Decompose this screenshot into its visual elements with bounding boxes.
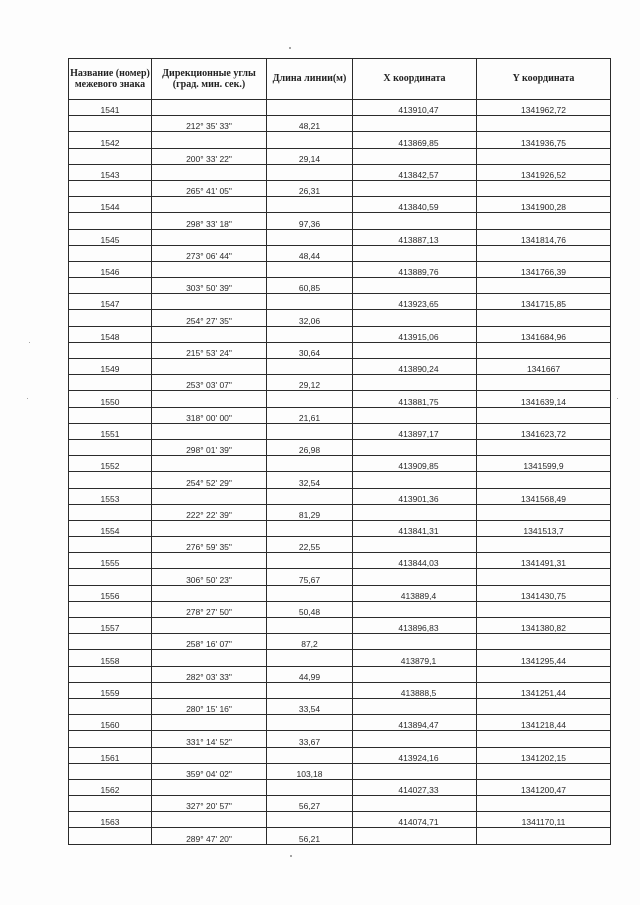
- cell-name: 1558: [69, 650, 152, 666]
- cell-x: 413896,83: [353, 618, 477, 634]
- cell-x: [353, 407, 477, 423]
- cell-y: 1341667: [477, 359, 611, 375]
- cell-y: [477, 342, 611, 358]
- cell-y: 1341814,76: [477, 229, 611, 245]
- cell-name: 1560: [69, 715, 152, 731]
- cell-angle: [152, 164, 267, 180]
- cell-name: 1552: [69, 456, 152, 472]
- cell-x: [353, 375, 477, 391]
- cell-name: [69, 828, 152, 844]
- table-row: [69, 310, 611, 326]
- cell-name: 1550: [69, 391, 152, 407]
- cell-y: 1341900,28: [477, 197, 611, 213]
- cell-name: [69, 375, 152, 391]
- table-row: [69, 180, 611, 196]
- cell-length: [267, 650, 353, 666]
- cell-y: 1341684,96: [477, 326, 611, 342]
- cell-name: 1553: [69, 488, 152, 504]
- cell-angle: 327° 20' 57": [152, 796, 267, 812]
- table-row: [69, 537, 611, 553]
- cell-angle: 222° 22' 39": [152, 504, 267, 520]
- cell-length: [267, 229, 353, 245]
- table-row: [69, 715, 611, 731]
- cell-name: [69, 796, 152, 812]
- cell-y: [477, 407, 611, 423]
- cell-length: [267, 164, 353, 180]
- cell-y: [477, 796, 611, 812]
- cell-x: 414027,33: [353, 779, 477, 795]
- table-row: [69, 197, 611, 213]
- cell-angle: 215° 53' 24": [152, 342, 267, 358]
- cell-length: [267, 261, 353, 277]
- table-row: [69, 747, 611, 763]
- cell-angle: [152, 456, 267, 472]
- cell-name: [69, 666, 152, 682]
- cell-y: [477, 375, 611, 391]
- cell-angle: [152, 488, 267, 504]
- table-row: [69, 375, 611, 391]
- cell-length: [267, 618, 353, 634]
- cell-name: [69, 245, 152, 261]
- cell-length: [267, 553, 353, 569]
- cell-x: 414074,71: [353, 812, 477, 828]
- cell-x: [353, 213, 477, 229]
- table-row: [69, 407, 611, 423]
- cell-y: 1341513,7: [477, 520, 611, 536]
- table-row: [69, 391, 611, 407]
- cell-name: 1543: [69, 164, 152, 180]
- cell-x: [353, 569, 477, 585]
- cell-angle: [152, 229, 267, 245]
- table-row: [69, 682, 611, 698]
- cell-length: [267, 423, 353, 439]
- scan-speck: [290, 855, 292, 857]
- cell-length: [267, 391, 353, 407]
- cell-name: 1541: [69, 100, 152, 116]
- cell-x: [353, 601, 477, 617]
- cell-x: 413897,17: [353, 423, 477, 439]
- cell-name: [69, 310, 152, 326]
- table-row: [69, 650, 611, 666]
- cell-angle: [152, 747, 267, 763]
- cell-y: [477, 634, 611, 650]
- cell-angle: 258° 16' 07": [152, 634, 267, 650]
- cell-angle: [152, 294, 267, 310]
- cell-x: [353, 763, 477, 779]
- table-body: [69, 100, 611, 845]
- table-row: [69, 796, 611, 812]
- cell-angle: 273° 06' 44": [152, 245, 267, 261]
- cell-x: [353, 278, 477, 294]
- cell-angle: [152, 715, 267, 731]
- cell-name: [69, 731, 152, 747]
- cell-angle: 298° 33' 18": [152, 213, 267, 229]
- cell-y: 1341623,72: [477, 423, 611, 439]
- table-row: [69, 423, 611, 439]
- cell-y: 1341202,15: [477, 747, 611, 763]
- table-row: [69, 569, 611, 585]
- cell-angle: [152, 423, 267, 439]
- cell-name: [69, 698, 152, 714]
- header-length: Длина линии(м): [267, 59, 353, 100]
- cell-name: [69, 148, 152, 164]
- cell-name: 1562: [69, 779, 152, 795]
- table-row: [69, 213, 611, 229]
- cell-x: [353, 180, 477, 196]
- cell-x: 413888,5: [353, 682, 477, 698]
- table-row: [69, 100, 611, 116]
- cell-y: [477, 504, 611, 520]
- table-header-row: [69, 59, 611, 100]
- cell-x: [353, 245, 477, 261]
- cell-x: [353, 342, 477, 358]
- cell-angle: 282° 03' 33": [152, 666, 267, 682]
- cell-length: 103,18: [267, 763, 353, 779]
- cell-x: 413879,1: [353, 650, 477, 666]
- cell-name: 1544: [69, 197, 152, 213]
- cell-angle: [152, 618, 267, 634]
- cell-y: 1341568,49: [477, 488, 611, 504]
- cell-length: [267, 779, 353, 795]
- table-row: [69, 812, 611, 828]
- header-x: X координата: [353, 59, 477, 100]
- cell-angle: 359° 04' 02": [152, 763, 267, 779]
- cell-angle: [152, 553, 267, 569]
- cell-x: 413901,36: [353, 488, 477, 504]
- cell-x: [353, 828, 477, 844]
- cell-y: [477, 698, 611, 714]
- cell-length: 33,67: [267, 731, 353, 747]
- cell-length: 33,54: [267, 698, 353, 714]
- cell-length: [267, 132, 353, 148]
- cell-y: [477, 245, 611, 261]
- table-row: [69, 278, 611, 294]
- cell-length: [267, 100, 353, 116]
- table-row: [69, 828, 611, 844]
- cell-length: [267, 682, 353, 698]
- cell-x: 413924,16: [353, 747, 477, 763]
- table-row: [69, 164, 611, 180]
- table-row: [69, 294, 611, 310]
- cell-y: 1341251,44: [477, 682, 611, 698]
- table-row: [69, 601, 611, 617]
- cell-y: 1341430,75: [477, 585, 611, 601]
- cell-length: [267, 520, 353, 536]
- table-row: [69, 456, 611, 472]
- table-row: [69, 488, 611, 504]
- table-row: [69, 116, 611, 132]
- cell-length: 50,48: [267, 601, 353, 617]
- cell-name: 1546: [69, 261, 152, 277]
- table-row: [69, 618, 611, 634]
- cell-length: [267, 812, 353, 828]
- cell-y: [477, 472, 611, 488]
- cell-angle: [152, 197, 267, 213]
- header-y: Y координата: [477, 59, 611, 100]
- cell-name: 1554: [69, 520, 152, 536]
- cell-y: 1341715,85: [477, 294, 611, 310]
- cell-angle: 318° 00' 00": [152, 407, 267, 423]
- table-row: [69, 504, 611, 520]
- cell-y: 1341170,11: [477, 812, 611, 828]
- cell-y: 1341766,39: [477, 261, 611, 277]
- table-row: [69, 520, 611, 536]
- cell-length: 26,31: [267, 180, 353, 196]
- cell-x: [353, 472, 477, 488]
- cell-x: [353, 796, 477, 812]
- scan-speck: [617, 398, 618, 399]
- cell-name: 1542: [69, 132, 152, 148]
- header-angle: Дирекционные углы (град. мин. сек.): [152, 59, 267, 100]
- cell-length: 30,64: [267, 342, 353, 358]
- cell-length: 32,06: [267, 310, 353, 326]
- cell-x: [353, 731, 477, 747]
- cell-length: 56,27: [267, 796, 353, 812]
- cell-angle: 254° 27' 35": [152, 310, 267, 326]
- cell-length: [267, 747, 353, 763]
- cell-y: 1341200,47: [477, 779, 611, 795]
- cell-name: [69, 601, 152, 617]
- cell-length: 56,21: [267, 828, 353, 844]
- cell-x: 413844,03: [353, 553, 477, 569]
- cell-y: 1341599,9: [477, 456, 611, 472]
- cell-x: 413915,06: [353, 326, 477, 342]
- cell-y: [477, 213, 611, 229]
- cell-length: 48,44: [267, 245, 353, 261]
- table-row: [69, 666, 611, 682]
- cell-length: 81,29: [267, 504, 353, 520]
- table-row: [69, 585, 611, 601]
- cell-angle: 212° 35' 33": [152, 116, 267, 132]
- cell-y: [477, 537, 611, 553]
- cell-angle: [152, 261, 267, 277]
- cell-name: [69, 278, 152, 294]
- cell-name: [69, 472, 152, 488]
- table-row: [69, 245, 611, 261]
- cell-angle: [152, 359, 267, 375]
- cell-length: 44,99: [267, 666, 353, 682]
- cell-x: [353, 504, 477, 520]
- cell-x: 413840,59: [353, 197, 477, 213]
- cell-angle: 254° 52' 29": [152, 472, 267, 488]
- cell-y: [477, 116, 611, 132]
- cell-x: [353, 310, 477, 326]
- cell-x: 413923,65: [353, 294, 477, 310]
- cell-angle: 265° 41' 05": [152, 180, 267, 196]
- cell-y: 1341491,31: [477, 553, 611, 569]
- table-row: [69, 553, 611, 569]
- cell-y: 1341639,14: [477, 391, 611, 407]
- table-row: [69, 731, 611, 747]
- cell-name: 1545: [69, 229, 152, 245]
- table-row: [69, 148, 611, 164]
- cell-angle: 200° 33' 22": [152, 148, 267, 164]
- cell-name: 1549: [69, 359, 152, 375]
- cell-length: [267, 326, 353, 342]
- cell-y: [477, 601, 611, 617]
- cell-name: 1547: [69, 294, 152, 310]
- cell-length: 26,98: [267, 439, 353, 455]
- cell-angle: [152, 812, 267, 828]
- cell-x: 413909,85: [353, 456, 477, 472]
- cell-name: 1563: [69, 812, 152, 828]
- cell-x: 413910,47: [353, 100, 477, 116]
- cell-angle: 331° 14' 52": [152, 731, 267, 747]
- cell-name: 1557: [69, 618, 152, 634]
- scan-speck: [289, 47, 291, 49]
- cell-y: 1341962,72: [477, 100, 611, 116]
- table-row: [69, 326, 611, 342]
- cell-length: [267, 197, 353, 213]
- scan-speck: [27, 398, 28, 399]
- cell-angle: 280° 15' 16": [152, 698, 267, 714]
- cell-angle: 289° 47' 20": [152, 828, 267, 844]
- cell-length: 97,36: [267, 213, 353, 229]
- cell-angle: [152, 779, 267, 795]
- cell-name: [69, 116, 152, 132]
- cell-angle: 278° 27' 50": [152, 601, 267, 617]
- cell-angle: 253° 03' 07": [152, 375, 267, 391]
- cell-y: [477, 569, 611, 585]
- table-row: [69, 132, 611, 148]
- cell-length: 32,54: [267, 472, 353, 488]
- cell-y: [477, 666, 611, 682]
- table-row: [69, 779, 611, 795]
- table-row: [69, 698, 611, 714]
- cell-y: 1341926,52: [477, 164, 611, 180]
- cell-name: [69, 634, 152, 650]
- cell-name: [69, 569, 152, 585]
- cell-length: 60,85: [267, 278, 353, 294]
- cell-x: 413881,75: [353, 391, 477, 407]
- cell-x: 413890,24: [353, 359, 477, 375]
- cell-angle: 298° 01' 39": [152, 439, 267, 455]
- cell-y: [477, 148, 611, 164]
- cell-y: [477, 731, 611, 747]
- cell-x: 413887,13: [353, 229, 477, 245]
- table-row: [69, 359, 611, 375]
- cell-name: [69, 763, 152, 779]
- cell-x: [353, 634, 477, 650]
- cell-length: [267, 456, 353, 472]
- cell-x: 413869,85: [353, 132, 477, 148]
- cell-y: [477, 180, 611, 196]
- cell-name: [69, 180, 152, 196]
- cell-x: [353, 666, 477, 682]
- boundary-coordinates-table: [68, 58, 611, 845]
- cell-length: 22,55: [267, 537, 353, 553]
- cell-x: [353, 116, 477, 132]
- cell-length: 29,14: [267, 148, 353, 164]
- table-row: [69, 439, 611, 455]
- cell-y: 1341380,82: [477, 618, 611, 634]
- cell-length: [267, 715, 353, 731]
- cell-name: 1556: [69, 585, 152, 601]
- cell-y: [477, 439, 611, 455]
- cell-length: [267, 294, 353, 310]
- cell-length: [267, 585, 353, 601]
- cell-y: 1341936,75: [477, 132, 611, 148]
- cell-name: [69, 213, 152, 229]
- cell-x: 413842,57: [353, 164, 477, 180]
- cell-x: [353, 698, 477, 714]
- cell-y: 1341218,44: [477, 715, 611, 731]
- cell-angle: 306° 50' 23": [152, 569, 267, 585]
- header-name: Название (номер) межевого знака: [69, 59, 152, 100]
- cell-angle: [152, 132, 267, 148]
- cell-name: 1559: [69, 682, 152, 698]
- cell-x: [353, 537, 477, 553]
- cell-y: [477, 278, 611, 294]
- cell-x: [353, 439, 477, 455]
- cell-length: 75,67: [267, 569, 353, 585]
- cell-x: 413889,76: [353, 261, 477, 277]
- cell-x: [353, 148, 477, 164]
- table-row: [69, 342, 611, 358]
- cell-name: [69, 537, 152, 553]
- table-row: [69, 229, 611, 245]
- cell-name: [69, 342, 152, 358]
- cell-angle: 276° 59' 35": [152, 537, 267, 553]
- cell-length: 29,12: [267, 375, 353, 391]
- cell-length: [267, 359, 353, 375]
- cell-name: [69, 407, 152, 423]
- cell-name: 1551: [69, 423, 152, 439]
- table-row: [69, 261, 611, 277]
- cell-length: 21,61: [267, 407, 353, 423]
- cell-angle: [152, 682, 267, 698]
- cell-angle: [152, 326, 267, 342]
- cell-name: [69, 439, 152, 455]
- cell-length: 87,2: [267, 634, 353, 650]
- table-row: [69, 634, 611, 650]
- cell-angle: [152, 585, 267, 601]
- cell-y: [477, 310, 611, 326]
- cell-x: 413894,47: [353, 715, 477, 731]
- cell-x: 413889,4: [353, 585, 477, 601]
- cell-y: 1341295,44: [477, 650, 611, 666]
- cell-length: [267, 488, 353, 504]
- cell-name: [69, 504, 152, 520]
- cell-name: 1555: [69, 553, 152, 569]
- cell-x: 413841,31: [353, 520, 477, 536]
- cell-y: [477, 828, 611, 844]
- cell-y: [477, 763, 611, 779]
- cell-name: 1561: [69, 747, 152, 763]
- cell-name: 1548: [69, 326, 152, 342]
- cell-angle: 303° 50' 39": [152, 278, 267, 294]
- cell-angle: [152, 391, 267, 407]
- cell-angle: [152, 100, 267, 116]
- cell-angle: [152, 650, 267, 666]
- scan-speck: [29, 342, 30, 343]
- cell-angle: [152, 520, 267, 536]
- table-row: [69, 763, 611, 779]
- cell-length: 48,21: [267, 116, 353, 132]
- table-row: [69, 472, 611, 488]
